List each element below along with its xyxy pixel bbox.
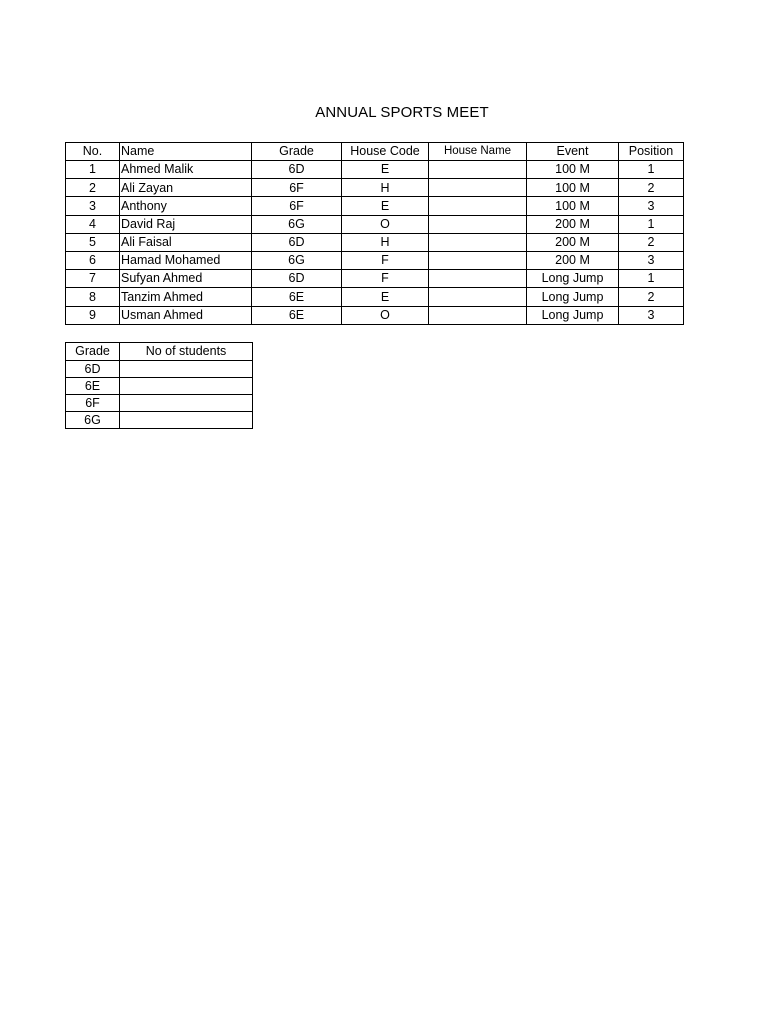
summary-row [66, 378, 253, 395]
summary-cell-count[interactable] [120, 412, 253, 429]
cell-name[interactable]: Anthony [120, 197, 252, 215]
summary-cell-count[interactable] [120, 361, 253, 378]
cell-event[interactable]: 200 M [527, 233, 619, 251]
cell-house-name[interactable] [429, 215, 527, 233]
cell-no[interactable]: 7 [66, 270, 120, 288]
cell-name[interactable]: Sufyan Ahmed [120, 270, 252, 288]
cell-house-name[interactable] [429, 270, 527, 288]
cell-grade[interactable]: 6D [252, 270, 342, 288]
table-row [66, 270, 684, 288]
cell-name[interactable]: Ali Faisal [120, 233, 252, 251]
cell-no[interactable]: 5 [66, 233, 120, 251]
cell-grade[interactable]: 6G [252, 215, 342, 233]
cell-grade[interactable]: 6D [252, 233, 342, 251]
summary-cell-grade[interactable]: 6F [66, 395, 120, 412]
cell-name[interactable]: Ahmed Malik [120, 161, 252, 179]
summary-header-count[interactable]: No of students [120, 343, 253, 361]
header-name[interactable]: Name [120, 143, 252, 161]
header-house-code[interactable]: House Code [342, 143, 429, 161]
cell-event[interactable]: 200 M [527, 215, 619, 233]
cell-house-code[interactable]: F [342, 270, 429, 288]
header-event[interactable]: Event [527, 143, 619, 161]
cell-name[interactable]: Tanzim Ahmed [120, 288, 252, 306]
cell-house-code[interactable]: E [342, 161, 429, 179]
cell-house-name[interactable] [429, 161, 527, 179]
cell-name[interactable]: David Raj [120, 215, 252, 233]
cell-grade[interactable]: 6F [252, 197, 342, 215]
header-position[interactable]: Position [619, 143, 684, 161]
table-header-row [66, 143, 684, 161]
cell-position[interactable]: 3 [619, 306, 684, 324]
cell-event[interactable]: Long Jump [527, 270, 619, 288]
cell-grade[interactable]: 6E [252, 288, 342, 306]
cell-event[interactable]: 100 M [527, 179, 619, 197]
table-row [66, 233, 684, 251]
cell-position[interactable]: 2 [619, 233, 684, 251]
cell-house-name[interactable] [429, 179, 527, 197]
cell-house-name[interactable] [429, 288, 527, 306]
cell-no[interactable]: 3 [66, 197, 120, 215]
cell-position[interactable]: 3 [619, 251, 684, 269]
cell-house-name[interactable] [429, 233, 527, 251]
cell-house-code[interactable]: F [342, 251, 429, 269]
cell-position[interactable]: 2 [619, 179, 684, 197]
cell-event[interactable]: 200 M [527, 251, 619, 269]
table-row [66, 215, 684, 233]
cell-grade[interactable]: 6E [252, 306, 342, 324]
cell-no[interactable]: 8 [66, 288, 120, 306]
header-house-name[interactable]: House Name [429, 143, 527, 161]
cell-name[interactable]: Hamad Mohamed [120, 251, 252, 269]
summary-row [66, 361, 253, 378]
cell-house-code[interactable]: E [342, 197, 429, 215]
summary-row [66, 395, 253, 412]
cell-position[interactable]: 2 [619, 288, 684, 306]
summary-cell-grade[interactable]: 6E [66, 378, 120, 395]
cell-no[interactable]: 2 [66, 179, 120, 197]
table-row [66, 197, 684, 215]
cell-name[interactable]: Ali Zayan [120, 179, 252, 197]
summary-cell-count[interactable] [120, 395, 253, 412]
table-row [66, 288, 684, 306]
summary-cell-count[interactable] [120, 378, 253, 395]
header-grade[interactable]: Grade [252, 143, 342, 161]
cell-event[interactable]: 100 M [527, 197, 619, 215]
cell-no[interactable]: 9 [66, 306, 120, 324]
table-row [66, 179, 684, 197]
table-row [66, 161, 684, 179]
summary-cell-grade[interactable]: 6G [66, 412, 120, 429]
summary-cell-grade[interactable]: 6D [66, 361, 120, 378]
cell-house-code[interactable]: H [342, 233, 429, 251]
cell-name[interactable]: Usman Ahmed [120, 306, 252, 324]
cell-house-code[interactable]: O [342, 215, 429, 233]
cell-grade[interactable]: 6F [252, 179, 342, 197]
page-title: ANNUAL SPORTS MEET [315, 104, 489, 121]
cell-position[interactable]: 1 [619, 270, 684, 288]
cell-house-name[interactable] [429, 251, 527, 269]
cell-no[interactable]: 6 [66, 251, 120, 269]
cell-house-code[interactable]: O [342, 306, 429, 324]
cell-house-code[interactable]: E [342, 288, 429, 306]
summary-header-row [66, 343, 253, 361]
summary-header-grade[interactable]: Grade [66, 343, 120, 361]
header-no[interactable]: No. [66, 143, 120, 161]
cell-grade[interactable]: 6G [252, 251, 342, 269]
summary-row [66, 412, 253, 429]
cell-grade[interactable]: 6D [252, 161, 342, 179]
cell-house-name[interactable] [429, 197, 527, 215]
cell-no[interactable]: 4 [66, 215, 120, 233]
cell-event[interactable]: Long Jump [527, 306, 619, 324]
table-row [66, 251, 684, 269]
grade-summary-table [65, 342, 253, 429]
cell-no[interactable]: 1 [66, 161, 120, 179]
cell-event[interactable]: Long Jump [527, 288, 619, 306]
sports-results-table [65, 142, 684, 325]
cell-house-name[interactable] [429, 306, 527, 324]
cell-event[interactable]: 100 M [527, 161, 619, 179]
cell-house-code[interactable]: H [342, 179, 429, 197]
cell-position[interactable]: 1 [619, 215, 684, 233]
table-row [66, 306, 684, 324]
cell-position[interactable]: 3 [619, 197, 684, 215]
cell-position[interactable]: 1 [619, 161, 684, 179]
